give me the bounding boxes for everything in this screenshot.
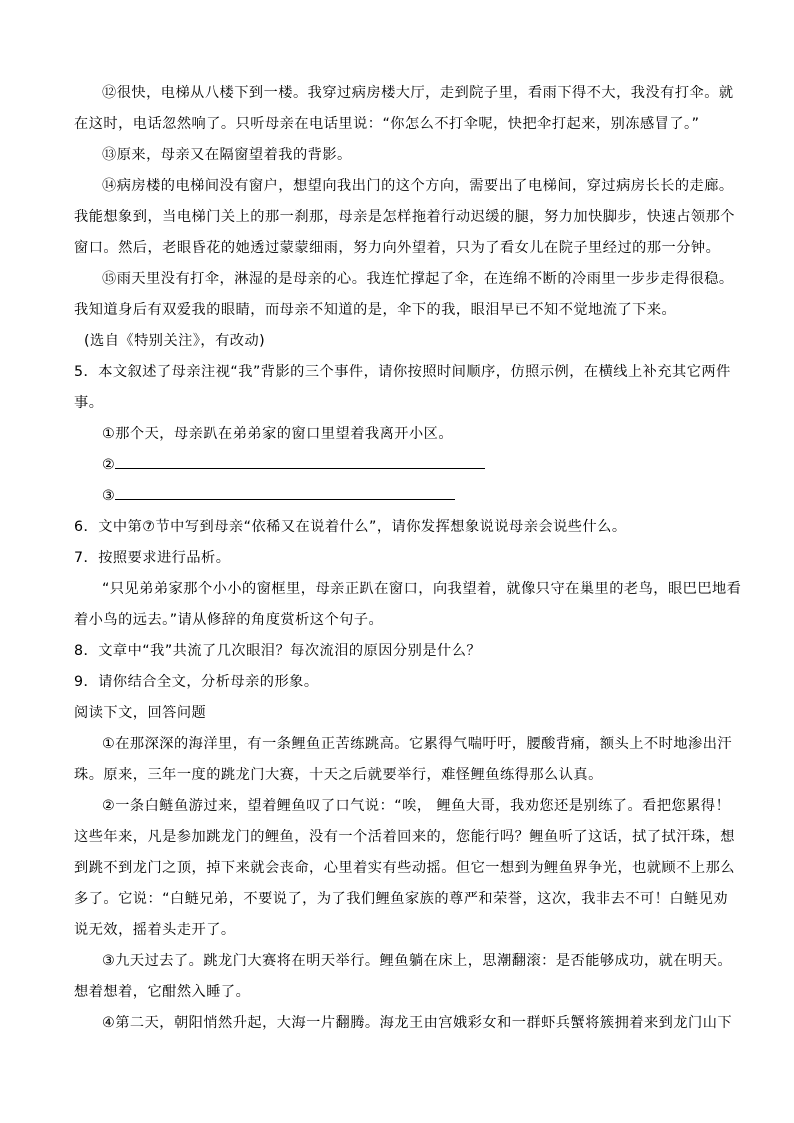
paragraph-12-line-1: ⑫很快，电梯从八楼下到一楼。我穿过病房楼大厅，走到院子里，看雨下得不大，我没有打伞。就 <box>102 85 734 101</box>
question-6: 6．文中第⑦节中写到母亲“依稀又在说着什么”，请你发挥想象说说母亲会说些什么。 <box>74 519 627 535</box>
paragraph-14-line-2: 我能想象到，当电梯门关上的那一刹那，母亲是怎样拖着行动迟缓的腿，努力加快脚步，快速占领那个 <box>74 209 735 225</box>
paragraph-15-line-1: ⑮雨天里没有打伞，淋湿的是母亲的心。我连忙撑起了伞，在连绵不断的冷雨里一步步走得很稳。 <box>102 271 734 287</box>
question-7-text-line-2: 着小鸟的远去。”请从修辞的角度赏析这个句子。 <box>74 612 384 628</box>
passage-2-paragraph-2-line-4: 多了。它说：“白鲢兄弟，不要说了，为了我们鲤鱼家族的尊严和荣誉，这次，我非去不可！白鲢见劝 <box>74 891 729 907</box>
passage-2-paragraph-3-line-2: 想着想着，它酣然入睡了。 <box>74 984 251 1000</box>
question-7: 7．按照要求进行品析。 <box>74 550 231 566</box>
answer-blank-line-3[interactable] <box>115 485 455 500</box>
paragraph-12-line-2: 在这时，电话忽然响了。只听母亲在电话里说：“你怎么不打伞呢，快把伞打起来，别冻感冒了。” <box>74 116 700 132</box>
passage-2-heading: 阅读下文，回答问题 <box>74 705 207 721</box>
blank-3-marker: ③ <box>102 488 116 504</box>
question-5-blank-2 <box>74 450 750 481</box>
passage-2-paragraph-2-line-1: ②一条白鲢鱼游过来，望着鲤鱼叹了口气说：“唉， 鲤鱼大哥，我劝您还是别练了。看把您累得！ <box>102 798 731 814</box>
question-9: 9．请你结合全文，分析母亲的形象。 <box>74 674 319 690</box>
document-page <box>74 78 750 1039</box>
paragraph-15-line-2: 我知道身后有双爱我的眼睛，而母亲不知道的是，伞下的我，眼泪早已不知不觉地流了下来。 <box>74 302 677 318</box>
question-8: 8．文章中“我”共流了几次眼泪？每次流泪的原因分别是什么？ <box>74 643 482 659</box>
passage-2-paragraph-4-line-1: ④第二天，朝阳悄然升起，大海一片翻腾。海龙王由宫娥彩女和一群虾兵蟹将簇拥着来到龙门山下 <box>102 1015 733 1031</box>
paragraph-13-line-1: ⑬原来，母亲又在隔窗望着我的背影。 <box>102 147 352 163</box>
paragraph-14-line-1: ⑭病房楼的电梯间没有窗户，想望向我出门的这个方向，需要出了电梯间，穿过病房长长的走廊。 <box>102 178 734 194</box>
answer-blank-line-2[interactable] <box>115 454 485 469</box>
passage-2-paragraph-2-line-3: 到跳不到龙门之顶，掉下来就会丧命，心里着实有些动摇。但它一想到为鲤鱼界争光，也就顾不上那么 <box>74 860 735 876</box>
passage-2-paragraph-3-line-1: ③九天过去了。跳龙门大赛将在明天举行。鲤鱼躺在床上，思潮翻滚：是否能够成功，就在明天。 <box>102 953 733 969</box>
question-5-example: ①那个天，母亲趴在弟弟家的窗口里望着我离开小区。 <box>102 426 454 442</box>
question-5-line-1: 5．本文叙述了母亲注视“我”背影的三个事件，请你按照时间顺序，仿照示例，在横线上补充其它两件 <box>74 364 731 380</box>
blank-2-marker: ② <box>102 457 116 473</box>
paragraph-14-line-3: 窗口。然后，老眼昏花的她透过蒙蒙细雨，努力向外望着，只为了看女儿在院子里经过的那一分钟。 <box>74 240 721 256</box>
source-note: (选自《特别关注》，有改动) <box>84 333 266 349</box>
question-5-blank-3 <box>74 481 750 512</box>
question-7-text-line-1: “只见弟弟家那个小小的窗框里，母亲正趴在窗口，向我望着，就像只守在巢里的老鸟，眼巴巴地看 <box>102 581 742 597</box>
question-5-line-2: 事。 <box>74 395 104 411</box>
passage-2-paragraph-1-line-1: ①在那深深的海洋里，有一条鲤鱼正苦练跳高。它累得气喘吁吁，腰酸背痛，额头上不时地渗出汗 <box>102 736 733 752</box>
passage-2-paragraph-2-line-2: 这些年来，凡是参加跳龙门的鲤鱼，没有一个活着回来的，您能行吗？鲤鱼听了这话，拭了拭汗珠，想 <box>74 829 735 845</box>
passage-2-paragraph-1-line-2: 珠。原来，三年一度的跳龙门大赛，十天之后就要举行，难怪鲤鱼练得那么认真。 <box>74 767 603 783</box>
passage-2-paragraph-2-line-5: 说无效，摇着头走开了。 <box>74 922 236 938</box>
